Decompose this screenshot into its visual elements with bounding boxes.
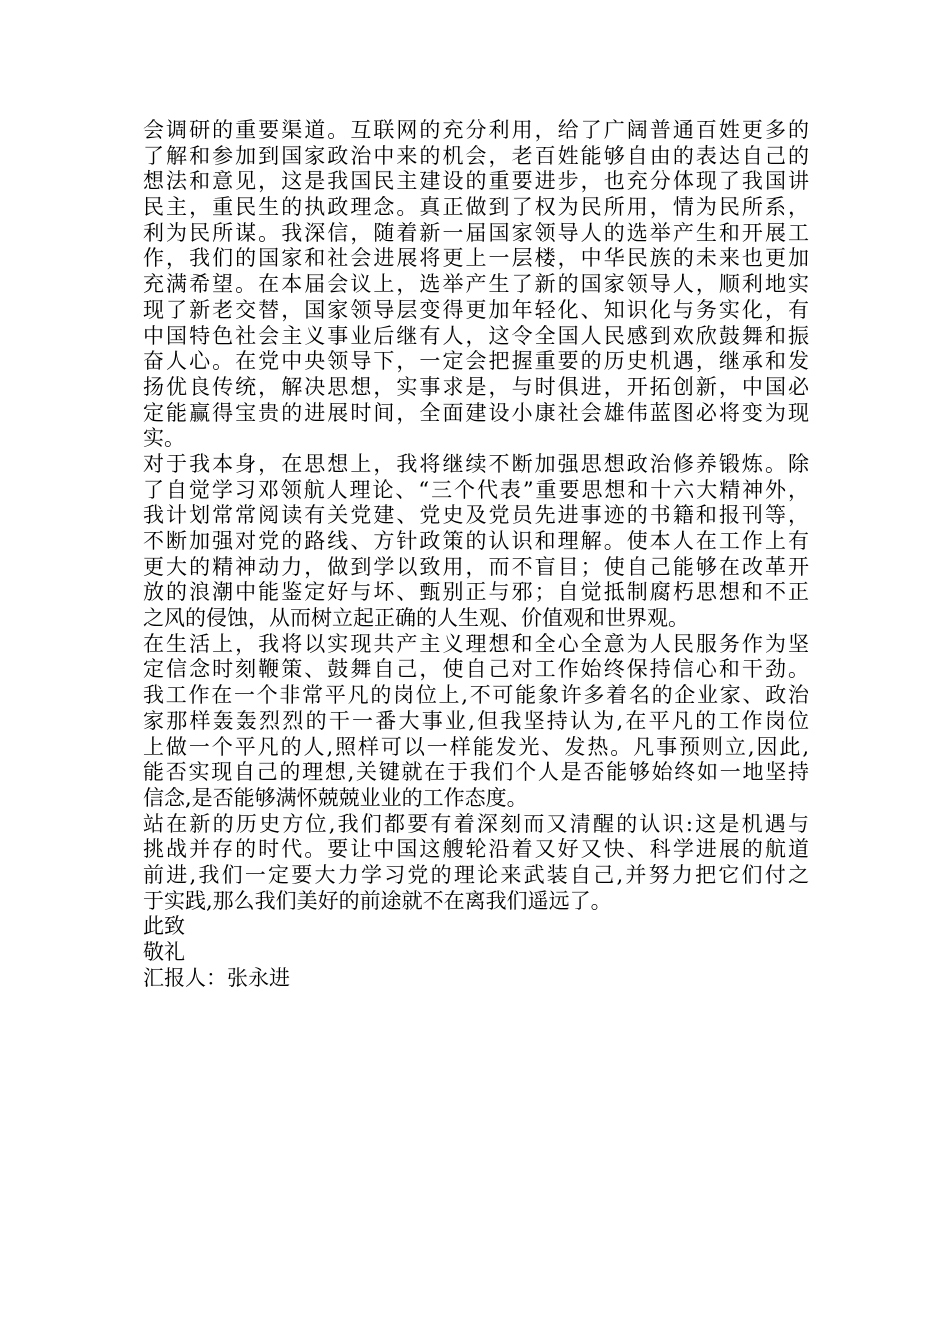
salutation-line: 敬礼 <box>143 940 185 964</box>
text-line: 利为民所谋。我深信，随着新一届国家领导人的选举产生和开展工 <box>143 220 809 245</box>
document-body <box>143 118 809 991</box>
text-line: 之风的侵蚀，从而树立起正确的人生观、价值观和世界观。 <box>143 606 689 631</box>
text-line: 不断加强对党的路线、方针政策的认识和理解。使本人在工作上有 <box>143 529 809 553</box>
text-line: 挑战并存的时代。要让中国这艘轮沿着又好又快、科学进展的航道 <box>143 837 809 862</box>
text-line: 了自觉学习邓领航人理论、“三个代表”重要思想和十六大精神外， <box>143 477 809 502</box>
text-line: 在生活上，我将以实现共产主义理想和全心全意为人民服务作为坚 <box>143 631 809 656</box>
text-line: 定信念时刻鞭策、鼓舞自己，使自己对工作始终保持信心和干劲。 <box>143 657 809 682</box>
text-line: 充满希望。在本届会议上，选举产生了新的国家领导人，顺利地实 <box>143 272 809 297</box>
text-line: 定能赢得宝贵的进展时间，全面建设小康社会雄伟蓝图必将变为现 <box>143 400 809 425</box>
text-line: 实。 <box>143 426 185 451</box>
text-line: 我工作在一个非常平凡的岗位上,不可能象许多着名的企业家、政治 <box>143 683 809 708</box>
text-line: 民主，重民生的执政理念。真正做到了权为民所用，情为民所系， <box>143 195 809 220</box>
text-line: 奋人心。在党中央领导下，一定会把握重要的历史机遇，继承和发 <box>143 349 809 374</box>
text-line: 现了新老交替，国家领导层变得更加年轻化、知识化与务实化，有 <box>143 297 809 322</box>
text-line: 前进,我们一定要大力学习党的理论来武装自己,并努力把它们付之 <box>143 862 809 887</box>
text-line: 更大的精神动力，做到学以致用，而不盲目；使自己能够在改革开 <box>143 554 809 579</box>
signature-line: 汇报人：张永进 <box>143 965 290 990</box>
text-line: 我计划常常阅读有关党建、党史及党员先进事迹的书籍和报刊等， <box>143 503 809 528</box>
text-line: 扬优良传统，解决思想，实事求是，与时俱进，开拓创新，中国必 <box>143 374 809 399</box>
text-line: 能否实现自己的理想,关键就在于我们个人是否能够始终如一地坚持 <box>143 760 809 785</box>
text-line: 于实践,那么我们美好的前途就不在离我们遥远了。 <box>143 888 612 913</box>
text-line: 了解和参加到国家政治中来的机会，老百姓能够自由的表达自己的 <box>143 143 809 168</box>
text-line: 放的浪潮中能鉴定好与坏、甄别正与邪；自觉抵制腐朽思想和不正 <box>143 580 809 605</box>
text-line: 想法和意见，这是我国民主建设的重要进步，也充分体现了我国讲 <box>143 169 809 194</box>
text-line: 对于我本身，在思想上，我将继续不断加强思想政治修养锻炼。除 <box>143 451 809 476</box>
text-line: 站在新的历史方位,我们都要有着深刻而又清醒的认识:这是机遇与 <box>143 811 809 836</box>
text-line: 家那样轰轰烈烈的干一番大事业,但我坚持认为,在平凡的工作岗位 <box>143 708 809 733</box>
text-line: 中国特色社会主义事业后继有人，这令全国人民感到欢欣鼓舞和振 <box>143 323 809 348</box>
text-line: 信念,是否能够满怀兢兢业业的工作态度。 <box>143 785 528 810</box>
closing-line: 此致 <box>143 914 185 939</box>
text-line: 上做一个平凡的人,照样可以一样能发光、发热。凡事预则立,因此, <box>143 734 809 759</box>
text-line: 作，我们的国家和社会进展将更上一层楼，中华民族的未来也更加 <box>143 246 809 271</box>
text-line: 会调研的重要渠道。互联网的充分利用，给了广阔普通百姓更多的 <box>143 118 809 142</box>
